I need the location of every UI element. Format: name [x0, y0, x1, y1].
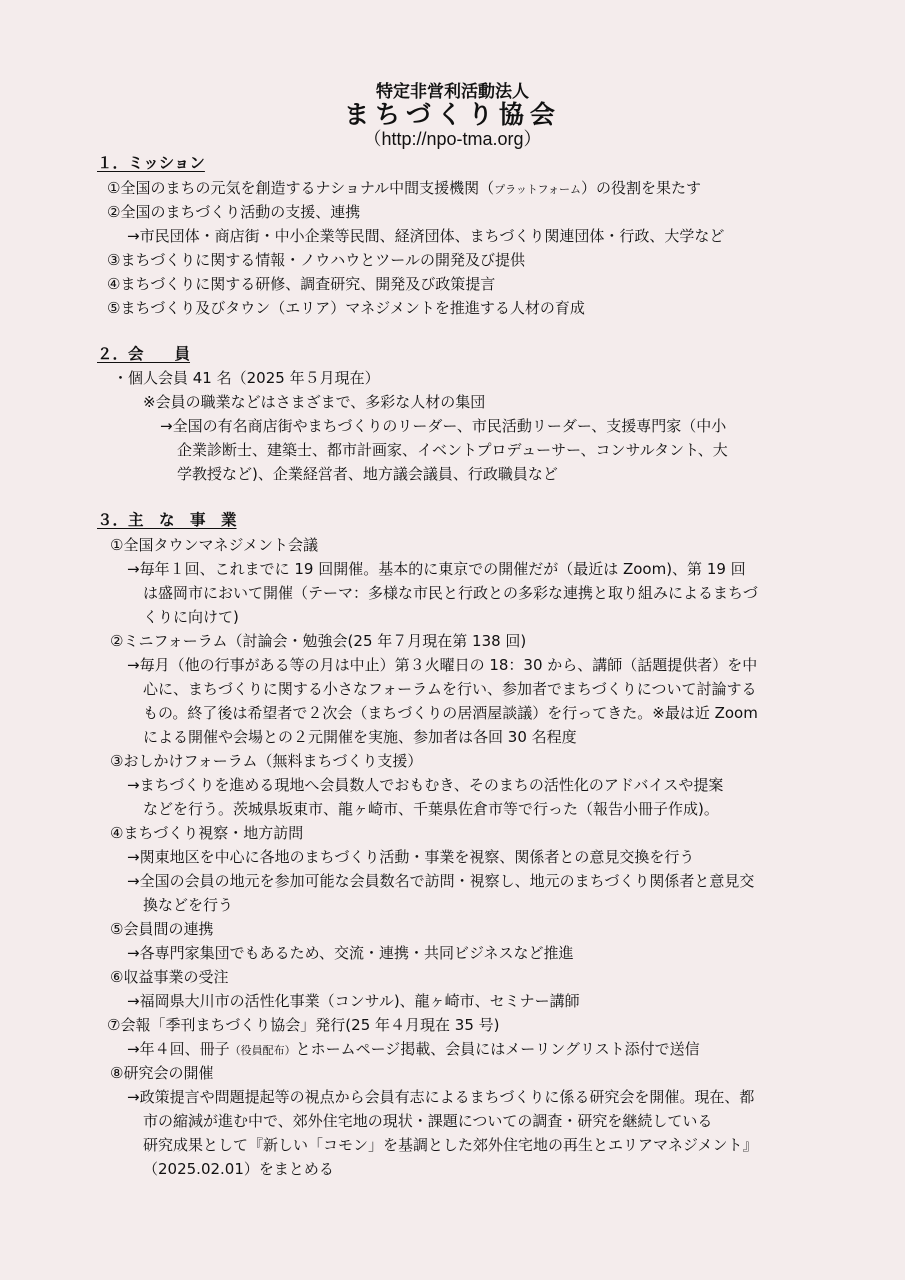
- project-2-line: もの。終了後は希望者で２次会（まちづくりの居酒屋談議）を行ってきた。※最は近 Zoom: [143, 704, 758, 722]
- mission-item-1: ①全国のまちの元気を創造するナショナル中間支援機関（プラットフォーム）の役割を果たす: [107, 179, 702, 197]
- project-3-line: などを行う。茨城県坂東市、龍ヶ崎市、千葉県佐倉市等で行った（報告小冊子作成)。: [143, 800, 719, 818]
- org-url: （http://npo-tma.org）: [363, 129, 542, 149]
- members-line-2: ※会員の職業などはさまざまで、多彩な人材の集団: [143, 393, 486, 411]
- mission-item-5: ⑤まちづくり及びタウン（エリア）マネジメントを推進する人材の育成: [107, 299, 585, 317]
- project-5-line: →各専門家集団でもあるため、交流・連携・共同ビジネスなど推進: [127, 944, 574, 962]
- project-1-title: ①全国タウンマネジメント会議: [110, 536, 318, 554]
- project-2-line: による開催や会場との２元開催を実施、参加者は各回 30 名程度: [143, 728, 577, 746]
- project-8-title: ⑧研究会の開催: [110, 1064, 214, 1082]
- project-8-line: （2025.02.01）をまとめる: [143, 1160, 334, 1178]
- project-8-line: 研究成果として『新しい「コモン」を基調とした郊外住宅地の再生とエリアマネジメント』: [143, 1136, 758, 1154]
- mission-item-3: ③まちづくりに関する情報・ノウハウとツールの開発及び提供: [107, 251, 526, 269]
- project-2-line: 心に、まちづくりに関する小さなフォーラムを行い、参加者でまちづくりについて討論する: [143, 680, 757, 698]
- project-6-title: ⑥収益事業の受注: [110, 968, 229, 986]
- org-type: 特定非営利活動法人: [376, 82, 529, 102]
- mission-item-4: ④まちづくりに関する研修、調査研究、開発及び政策提言: [107, 275, 496, 293]
- project-6-line: →福岡県大川市の活性化事業（コンサル)、龍ヶ崎市、セミナー講師: [127, 992, 580, 1010]
- project-7-line: →年４回、冊子（役員配布）とホームページ掲載、会員にはメーリングリスト添付で送信: [127, 1040, 700, 1058]
- project-3-title: ③おしかけフォーラム（無料まちづくり支援）: [110, 752, 423, 770]
- project-2-line: →毎月（他の行事がある等の月は中止）第３火曜日の 18：30 から、講師（話題提供者）を中: [127, 656, 758, 674]
- project-4-title: ④まちづくり視察・地方訪問: [110, 824, 304, 842]
- project-2-title: ②ミニフォーラム（討論会・勉強会(25 年７月現在第 138 回): [110, 632, 527, 650]
- members-line-3: →全国の有名商店街やまちづくりのリーダー、市民活動リーダー、支援専門家（中小: [160, 417, 727, 435]
- project-4-line: →全国の会員の地元を参加可能な会員数名で訪問・視察し、地元のまちづくり関係者と意見交: [127, 872, 755, 890]
- project-8-line: 市の縮減が進む中で、郊外住宅地の現状・課題についての調査・研究を継続している: [143, 1112, 713, 1130]
- project-4-line: 換などを行う: [143, 896, 234, 914]
- section-heading-projects: ３．主 な 事 業: [97, 511, 237, 529]
- mission-item-2: ②全国のまちづくり活動の支援、連携: [107, 203, 361, 221]
- project-1-line: →毎年１回、これまでに 19 回開催。基本的に東京での開催だが（最近は Zoom)、第 19 回: [127, 560, 746, 578]
- members-line-4: 企業診断士、建築士、都市計画家、イベントプロデューサー、コンサルタント、大: [177, 441, 728, 459]
- org-name: まちづくり協会: [344, 100, 561, 129]
- project-4-line: →関東地区を中心に各地のまちづくり活動・事業を視察、関係者との意見交換を行う: [127, 848, 695, 866]
- project-8-line: →政策提言や問題提起等の視点から会員有志によるまちづくりに係る研究会を開催。現在、都: [127, 1088, 755, 1106]
- project-1-line: くりに向けて): [143, 608, 239, 626]
- members-line-1: ・個人会員 41 名（2025 年５月現在）: [113, 369, 380, 387]
- project-5-title: ⑤会員間の連携: [110, 920, 214, 938]
- project-7-title: ⑦会報「季刊まちづくり協会」発行(25 年４月現在 35 号): [107, 1016, 500, 1034]
- project-1-line: は盛岡市において開催（テーマ：多様な市民と行政との多彩な連携と取り組みによるまちづ: [143, 584, 758, 602]
- section-heading-mission: １．ミッション: [97, 154, 205, 172]
- section-heading-members: ２．会 員: [97, 345, 191, 363]
- mission-item-2-sub: →市民団体・商店街・中小企業等民間、経済団体、まちづくり関連団体・行政、大学など: [127, 227, 725, 245]
- members-line-5: 学教授など)、企業経営者、地方議会議員、行政職員など: [177, 465, 558, 483]
- project-3-line: →まちづくりを進める現地へ会員数人でおもむき、そのまちの活性化のアドバイスや提案: [127, 776, 724, 794]
